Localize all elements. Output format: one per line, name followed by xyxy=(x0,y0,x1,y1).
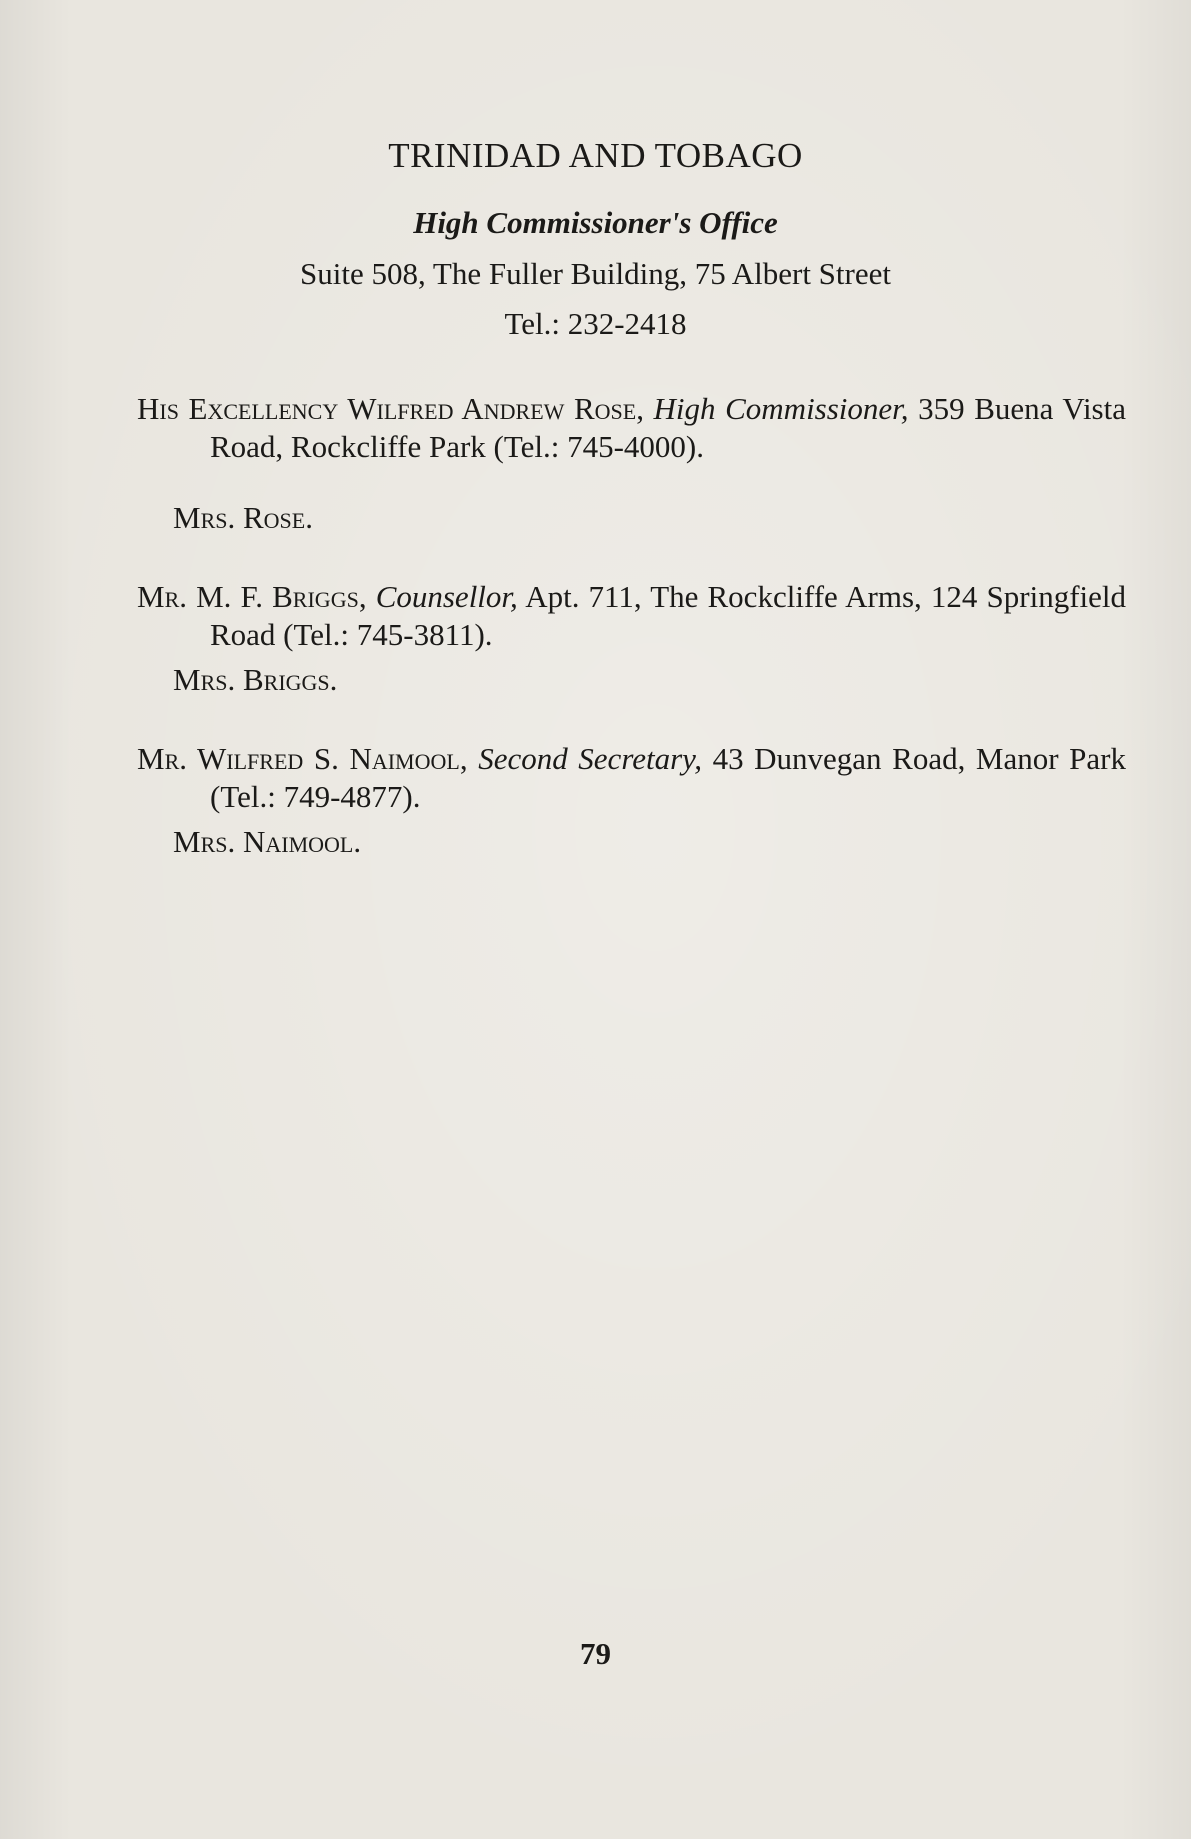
diplomat-title: Second Secretary, xyxy=(478,741,702,776)
diplomat-details: Apt. 711, The Rockcliffe Arms, 124 Springfield Road (Tel.: 745-3811). xyxy=(210,579,1127,652)
page-number: 79 xyxy=(580,1636,611,1671)
diplomat-title: Counsellor, xyxy=(375,579,518,614)
office-address: Suite 508, The Fuller Building, 75 Albert Street xyxy=(300,256,891,291)
diplomat-name: Mr. Wilfred S. Naimool, xyxy=(137,741,468,776)
diplomat-details: 359 Buena Vista Road, Rockcliffe Park (Tel.: 745-4000). xyxy=(210,391,1126,464)
diplomat-entry xyxy=(137,740,1126,816)
office-telephone: Tel.: 232-2418 xyxy=(504,306,687,341)
spouse-name: Mrs. Briggs. xyxy=(173,662,338,697)
diplomat-entry xyxy=(137,390,1126,466)
spouse-name: Mrs. Naimool. xyxy=(173,824,362,859)
diplomat-name: His Excellency Wilfred Andrew Rose, xyxy=(137,391,644,426)
spouse-name: Mrs. Rose. xyxy=(173,500,313,535)
country-heading: TRINIDAD AND TOBAGO xyxy=(388,136,803,175)
office-title: High Commissioner's Office xyxy=(413,205,778,240)
diplomat-details: 43 Dunvegan Road, Manor Park (Tel.: 749-4877). xyxy=(210,741,1126,814)
diplomat-title: High Commissioner, xyxy=(653,391,909,426)
diplomat-name: Mr. M. F. Briggs, xyxy=(137,579,367,614)
diplomat-entry xyxy=(137,578,1126,654)
